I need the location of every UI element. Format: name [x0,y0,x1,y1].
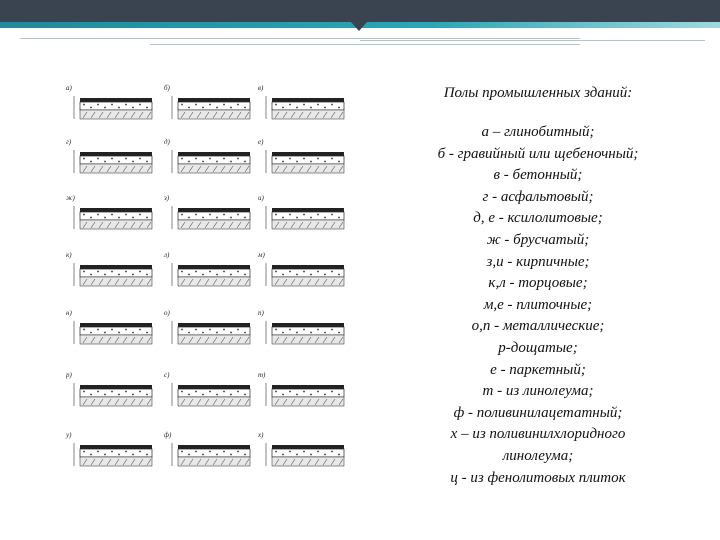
aggregate-dot [139,104,141,106]
aggregate-dot [132,454,134,456]
finish-layer [272,152,344,156]
aggregate-dot [188,332,190,334]
aggregate-dot [223,104,225,106]
middle-layer [272,156,344,164]
aggregate-dot [202,107,204,109]
panel-label: м) [258,251,265,259]
legend-line: т - из линолеума; [482,383,594,400]
panel-label: р) [66,371,72,379]
aggregate-dot [289,451,291,453]
aggregate-dot [202,454,204,456]
legend-line: ж - брусчатый; [486,231,590,248]
legend-line: к,л - торцовые; [488,275,588,292]
aggregate-dot [237,329,239,331]
aggregate-dot [310,217,312,219]
legend-line: р-дощатые; [498,339,578,356]
aggregate-dot [104,332,106,334]
aggregate-dot [296,161,298,163]
aggregate-dot [111,329,113,331]
aggregate-dot [230,332,232,334]
aggregate-dot [244,161,246,163]
middle-layer [178,389,250,397]
legend-line: а – глинобитный; [481,124,595,140]
legend-line: м,е - плиточные; [483,296,593,313]
aggregate-dot [181,329,183,331]
aggregate-dot [146,217,148,219]
aggregate-dot [83,104,85,106]
aggregate-dot [237,104,239,106]
finish-layer [272,385,344,389]
aggregate-dot [244,394,246,396]
aggregate-dot [296,454,298,456]
aggregate-dot [317,158,319,160]
aggregate-dot [310,394,312,396]
aggregate-dot [90,394,92,396]
aggregate-dot [139,214,141,216]
aggregate-dot [118,107,120,109]
aggregate-dot [181,271,183,273]
finish-layer [80,385,152,389]
aggregate-dot [317,391,319,393]
aggregate-dot [97,104,99,106]
aggregate-dot [317,329,319,331]
aggregate-dot [282,332,284,334]
legend-list [393,122,683,489]
middle-layer [80,327,152,335]
aggregate-dot [289,158,291,160]
aggregate-dot [303,271,305,273]
aggregate-dot [303,451,305,453]
aggregate-dot [310,161,312,163]
aggregate-dot [202,274,204,276]
panel-label: о) [164,309,170,317]
aggregate-dot [275,214,277,216]
aggregate-dot [209,271,211,273]
aggregate-dot [83,214,85,216]
legend-line: б - гравийный или щебеночный; [437,145,639,162]
aggregate-dot [125,451,127,453]
aggregate-dot [97,329,99,331]
aggregate-dot [202,394,204,396]
aggregate-dot [338,394,340,396]
finish-layer [80,265,152,269]
aggregate-dot [324,454,326,456]
aggregate-dot [139,329,141,331]
finish-layer [80,445,152,449]
header-rule-3 [360,40,705,41]
aggregate-dot [338,332,340,334]
aggregate-dot [324,161,326,163]
header-rule-1 [20,38,580,39]
legend-line: г - асфальтовый; [482,188,594,205]
finish-layer [178,445,250,449]
middle-layer [178,102,250,110]
aggregate-dot [216,394,218,396]
panel-label: б) [164,84,170,92]
aggregate-dot [146,161,148,163]
aggregate-dot [125,158,127,160]
aggregate-dot [331,104,333,106]
middle-layer [272,327,344,335]
aggregate-dot [317,104,319,106]
aggregate-dot [317,214,319,216]
aggregate-dot [90,332,92,334]
caption-heading: Полы промышленных зданий: [443,85,633,101]
aggregate-dot [139,158,141,160]
aggregate-dot [331,214,333,216]
aggregate-dot [275,329,277,331]
middle-layer [272,389,344,397]
aggregate-dot [282,274,284,276]
aggregate-dot [223,451,225,453]
legend-line: ц - из фенолитовых плиток [450,469,626,486]
aggregate-dot [230,161,232,163]
panel-label: ж) [66,194,75,202]
aggregate-dot [202,332,204,334]
aggregate-dot [125,329,127,331]
aggregate-dot [324,394,326,396]
aggregate-dot [181,451,183,453]
aggregate-dot [275,451,277,453]
finish-layer [178,152,250,156]
aggregate-dot [223,214,225,216]
aggregate-dot [195,271,197,273]
aggregate-dot [282,107,284,109]
aggregate-dot [237,214,239,216]
aggregate-dot [97,158,99,160]
aggregate-dot [125,214,127,216]
aggregate-dot [132,217,134,219]
aggregate-dot [209,214,211,216]
aggregate-dot [104,394,106,396]
panel-label: н) [66,309,72,317]
finish-layer [178,385,250,389]
aggregate-dot [118,161,120,163]
aggregate-dot [275,391,277,393]
middle-layer [178,449,250,457]
aggregate-dot [111,158,113,160]
aggregate-dot [324,274,326,276]
aggregate-dot [237,451,239,453]
aggregate-dot [146,454,148,456]
panel-label: в) [258,84,264,92]
aggregate-dot [132,394,134,396]
aggregate-dot [331,158,333,160]
aggregate-dot [195,329,197,331]
aggregate-dot [338,217,340,219]
finish-layer [178,323,250,327]
aggregate-dot [111,271,113,273]
aggregate-dot [111,391,113,393]
aggregate-dot [90,274,92,276]
aggregate-dot [111,214,113,216]
aggregate-dot [125,104,127,106]
finish-layer [272,98,344,102]
aggregate-dot [310,107,312,109]
aggregate-dot [181,158,183,160]
panel-label: с) [164,371,170,379]
slide-top-bar [0,0,720,22]
aggregate-dot [97,451,99,453]
aggregate-dot [118,454,120,456]
panel-label: г) [66,138,72,146]
legend-line: ф - поливинилацетатный; [453,404,623,421]
finish-layer [272,265,344,269]
panel-label: х) [258,431,264,439]
aggregate-dot [104,161,106,163]
aggregate-dot [230,107,232,109]
finish-layer [178,265,250,269]
aggregate-dot [324,217,326,219]
floor-sections-figure [40,40,370,510]
aggregate-dot [338,107,340,109]
aggregate-dot [275,271,277,273]
legend-line: в - бетонный; [493,167,583,184]
finish-layer [272,323,344,327]
aggregate-dot [310,332,312,334]
slide-pointer-triangle [351,22,367,31]
aggregate-dot [216,274,218,276]
aggregate-dot [202,161,204,163]
aggregate-dot [139,391,141,393]
aggregate-dot [303,329,305,331]
aggregate-dot [111,104,113,106]
aggregate-dot [282,217,284,219]
aggregate-dot [230,454,232,456]
aggregate-dot [338,454,340,456]
aggregate-dot [303,391,305,393]
aggregate-dot [188,394,190,396]
panel-label: л) [164,251,170,259]
aggregate-dot [209,158,211,160]
middle-layer [272,212,344,220]
aggregate-dot [195,214,197,216]
legend-line: о,п - металлические; [471,318,605,335]
aggregate-dot [237,158,239,160]
aggregate-dot [97,214,99,216]
aggregate-dot [195,158,197,160]
aggregate-dot [104,274,106,276]
middle-layer [80,156,152,164]
aggregate-dot [83,451,85,453]
aggregate-dot [275,158,277,160]
middle-layer [178,156,250,164]
panel-label: т) [258,371,266,379]
aggregate-dot [139,451,141,453]
aggregate-dot [230,274,232,276]
aggregate-dot [83,271,85,273]
aggregate-dot [104,454,106,456]
aggregate-dot [209,104,211,106]
aggregate-dot [244,274,246,276]
panel-label: п) [258,309,264,317]
aggregate-dot [331,329,333,331]
aggregate-dot [282,454,284,456]
aggregate-dot [216,217,218,219]
aggregate-dot [310,454,312,456]
aggregate-dot [296,394,298,396]
aggregate-dot [118,274,120,276]
finish-layer [272,445,344,449]
aggregate-dot [331,391,333,393]
aggregate-dot [338,274,340,276]
aggregate-dot [104,217,106,219]
aggregate-dot [146,394,148,396]
middle-layer [80,212,152,220]
panel-label: е) [258,138,264,146]
aggregate-dot [202,217,204,219]
aggregate-dot [181,391,183,393]
aggregate-dot [209,451,211,453]
middle-layer [272,269,344,277]
finish-layer [80,208,152,212]
aggregate-dot [317,271,319,273]
aggregate-dot [209,391,211,393]
caption-block [393,85,683,489]
aggregate-dot [195,451,197,453]
legend-line: линолеума; [502,447,574,464]
finish-layer [80,152,152,156]
aggregate-dot [139,271,141,273]
middle-layer [80,449,152,457]
aggregate-dot [303,158,305,160]
middle-layer [272,102,344,110]
aggregate-dot [289,104,291,106]
aggregate-dot [97,391,99,393]
middle-layer [80,269,152,277]
legend-line: х – из поливинилхлоридного [450,426,626,443]
aggregate-dot [83,158,85,160]
aggregate-dot [195,104,197,106]
aggregate-dot [237,391,239,393]
panel-label: д) [164,138,170,146]
aggregate-dot [331,451,333,453]
aggregate-dot [331,271,333,273]
panel-label: к) [66,251,72,259]
aggregate-dot [223,391,225,393]
finish-layer [272,208,344,212]
aggregate-dot [118,332,120,334]
aggregate-dot [132,161,134,163]
aggregate-dot [118,217,120,219]
aggregate-dot [188,161,190,163]
aggregate-dot [83,329,85,331]
aggregate-dot [296,217,298,219]
aggregate-dot [146,332,148,334]
panel-label: а) [66,84,72,92]
aggregate-dot [338,161,340,163]
middle-layer [80,389,152,397]
aggregate-dot [181,104,183,106]
aggregate-dot [310,274,312,276]
floor-sections-drawing [40,40,370,510]
aggregate-dot [289,391,291,393]
aggregate-dot [282,161,284,163]
middle-layer [80,102,152,110]
aggregate-dot [209,329,211,331]
aggregate-dot [282,394,284,396]
aggregate-dot [244,454,246,456]
aggregate-dot [244,217,246,219]
aggregate-dot [216,107,218,109]
aggregate-dot [317,451,319,453]
aggregate-dot [216,161,218,163]
legend-line: д, е - ксилолитовые; [473,210,603,227]
aggregate-dot [324,107,326,109]
panel-label: ф) [164,431,172,439]
aggregate-dot [223,329,225,331]
finish-layer [178,98,250,102]
aggregate-dot [132,274,134,276]
aggregate-dot [118,394,120,396]
aggregate-dot [90,161,92,163]
aggregate-dot [223,271,225,273]
aggregate-dot [83,391,85,393]
aggregate-dot [216,454,218,456]
aggregate-dot [125,391,127,393]
finish-layer [80,323,152,327]
aggregate-dot [289,271,291,273]
aggregate-dot [230,217,232,219]
aggregate-dot [303,104,305,106]
aggregate-dot [216,332,218,334]
aggregate-dot [188,217,190,219]
middle-layer [272,449,344,457]
aggregate-dot [296,274,298,276]
aggregate-dot [237,271,239,273]
aggregate-dot [188,107,190,109]
middle-layer [178,269,250,277]
aggregate-dot [188,274,190,276]
panel-label: у) [66,431,72,439]
aggregate-dot [146,107,148,109]
aggregate-dot [275,104,277,106]
middle-layer [178,327,250,335]
aggregate-dot [296,332,298,334]
aggregate-dot [90,107,92,109]
aggregate-dot [303,214,305,216]
aggregate-dot [289,329,291,331]
finish-layer [178,208,250,212]
aggregate-dot [195,391,197,393]
aggregate-dot [230,394,232,396]
aggregate-dot [324,332,326,334]
finish-layer [80,98,152,102]
aggregate-dot [90,454,92,456]
aggregate-dot [223,158,225,160]
aggregate-dot [244,107,246,109]
legend-line: е - паркетный; [490,361,586,378]
aggregate-dot [244,332,246,334]
panel-label: з) [164,194,170,202]
aggregate-dot [188,454,190,456]
aggregate-dot [97,271,99,273]
aggregate-dot [125,271,127,273]
aggregate-dot [146,274,148,276]
aggregate-dot [296,107,298,109]
panel-label: и) [258,194,264,202]
aggregate-dot [132,107,134,109]
aggregate-dot [181,214,183,216]
aggregate-dot [90,217,92,219]
legend-line: з,и - кирпичные; [486,253,590,270]
middle-layer [178,212,250,220]
aggregate-dot [104,107,106,109]
aggregate-dot [289,214,291,216]
aggregate-dot [132,332,134,334]
aggregate-dot [111,451,113,453]
